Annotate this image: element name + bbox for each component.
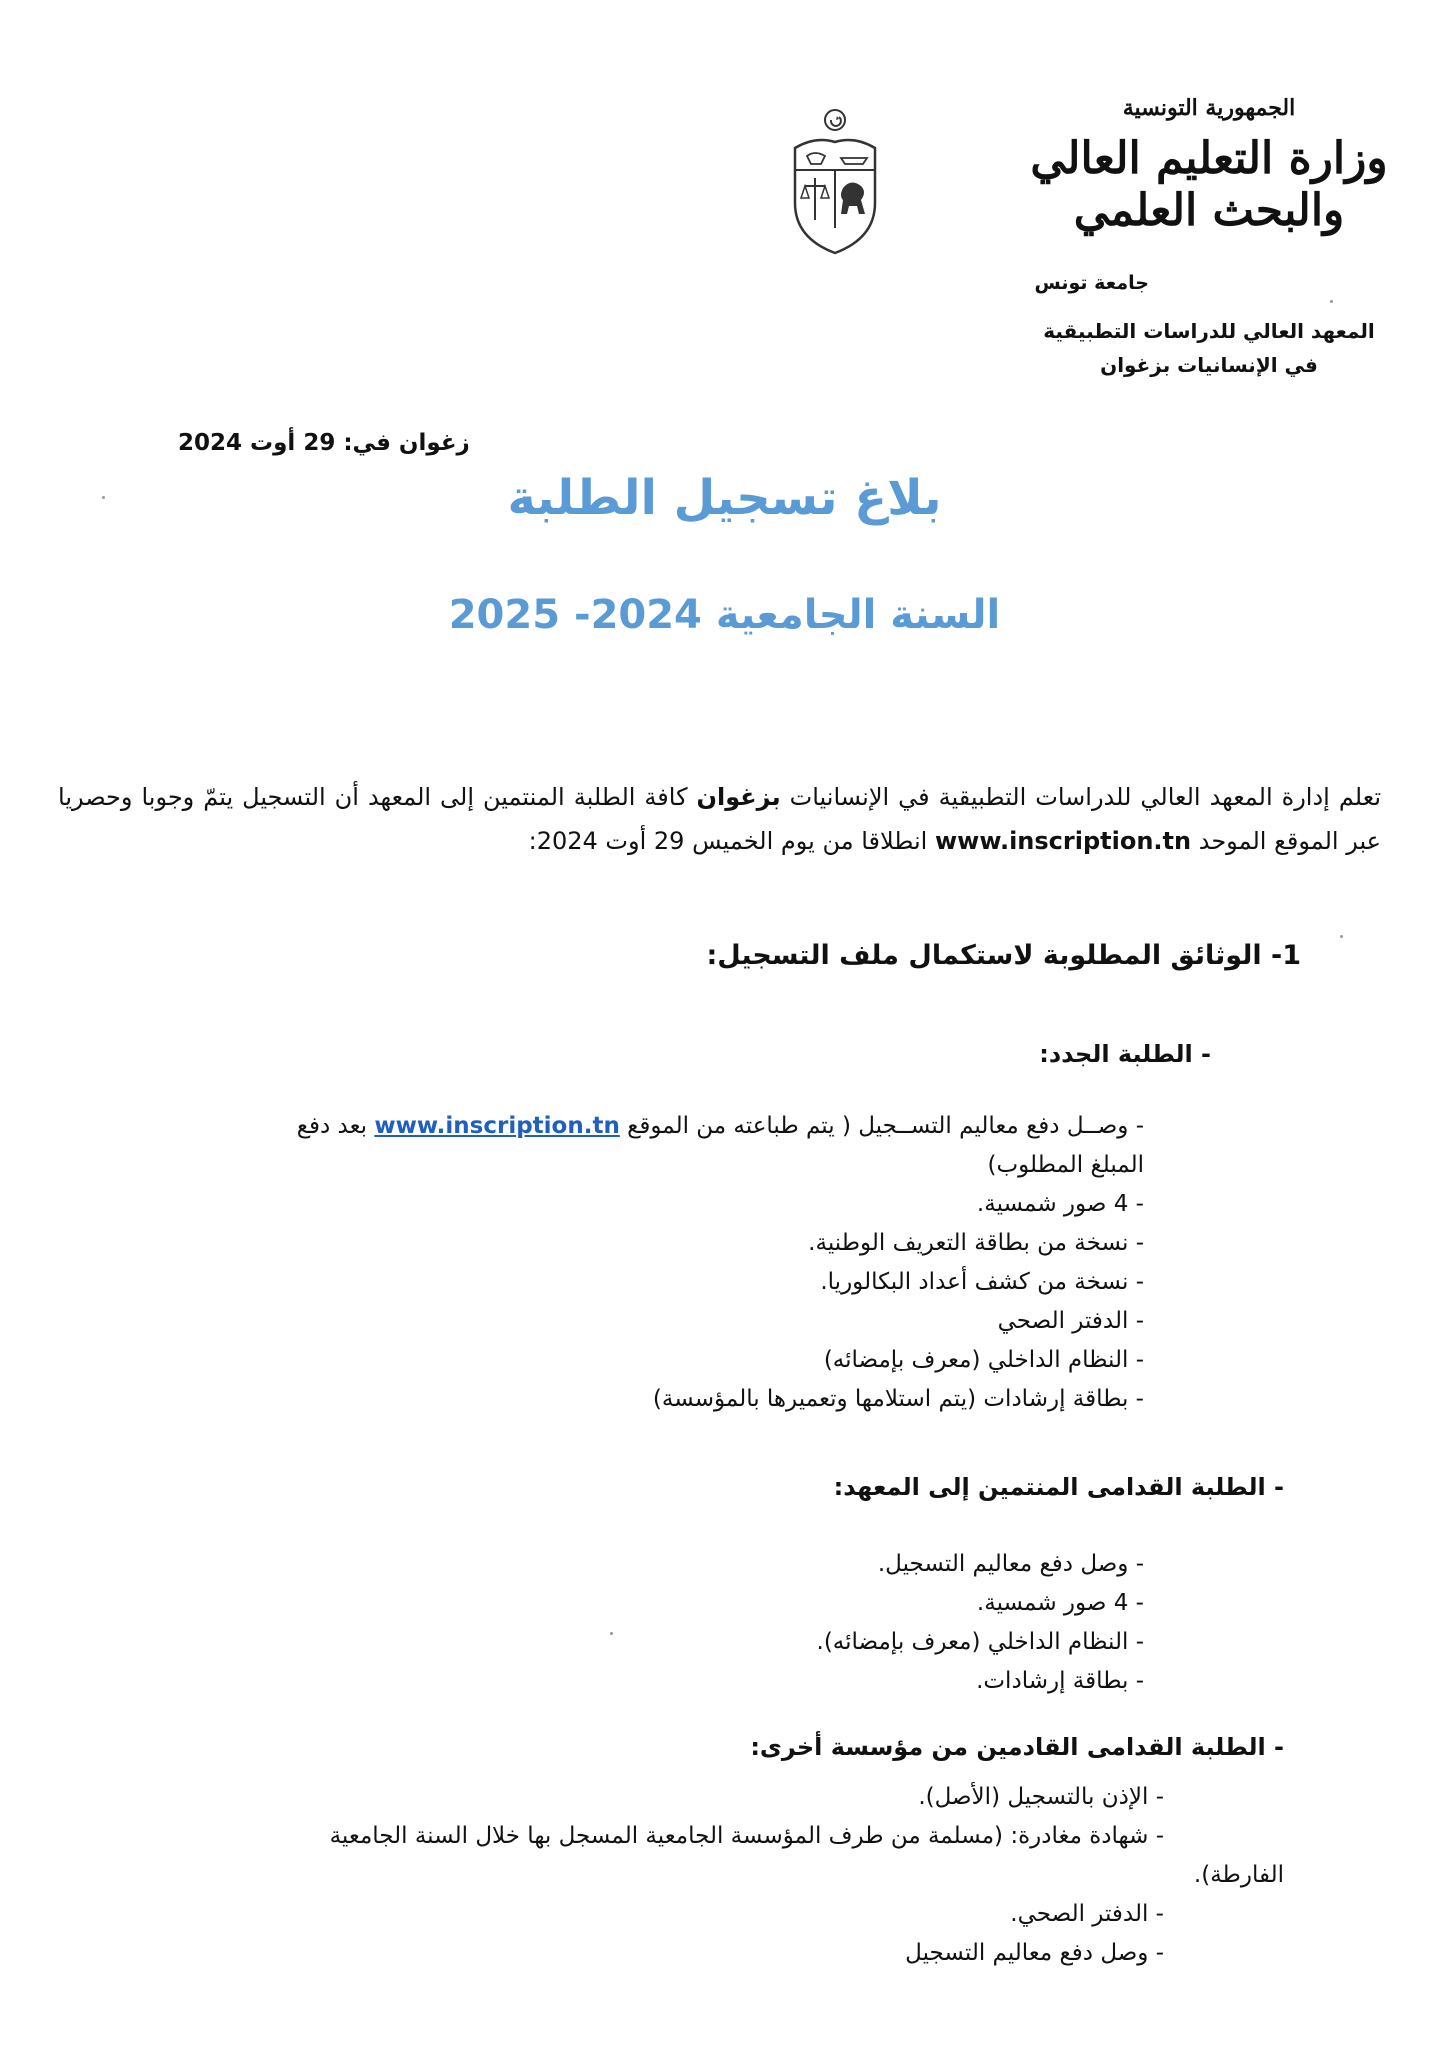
section-1-heading: 1- الوثائق المطلوبة لاستكمال ملف التسجيل:: [706, 940, 1301, 971]
tunisia-coat-of-arms-icon: [785, 108, 885, 258]
list-item: - 4 صور شمسية.: [976, 1191, 1144, 1217]
list-item: الفارطة).: [1193, 1862, 1284, 1888]
transfer-list-a: [330, 1778, 1164, 1856]
transfer-list-b: [905, 1895, 1164, 1973]
inscription-link[interactable]: www.inscription.tn: [374, 1113, 620, 1139]
date-line: زغوان في: 29 أوت 2024: [178, 430, 470, 456]
intro-paragraph: [58, 775, 1381, 863]
list-item: - الدفتر الصحي.: [1010, 1901, 1164, 1927]
list-item: - نسخة من بطاقة التعريف الوطنية.: [808, 1230, 1144, 1256]
list-item: المبلغ المطلوب): [987, 1152, 1144, 1178]
list-item: - 4 صور شمسية.: [976, 1590, 1144, 1616]
intro-site-bold: www.inscription.tn: [934, 827, 1192, 855]
list-item: - الدفتر الصحي: [997, 1308, 1144, 1334]
page-title: بلاغ تسجيل الطلبة: [507, 470, 942, 526]
list-item: - نسخة من كشف أعداد البكالوريا.: [820, 1269, 1144, 1295]
scan-speck: [1340, 935, 1343, 938]
institute-line1: المعهد العالي للدراسات التطبيقية: [1043, 319, 1375, 343]
intro-text-3: انطلاقا من يوم الخميس 29 أوت 2024:: [528, 827, 928, 855]
list-item: - بطاقة إرشادات (يتم استلامها وتعميرها بالمؤسسة): [652, 1386, 1144, 1412]
transfer-students-heading: - الطلبة القدامى القادمين من مؤسسة أخرى:: [750, 1733, 1284, 1761]
list-item-text: - وصــل دفع معاليم التســجيل ( يتم طباعته من الموقع: [627, 1113, 1144, 1139]
list-item: - بطاقة إرشادات.: [976, 1668, 1144, 1694]
list-item: - شهادة مغادرة: (مسلمة من طرف المؤسسة الجامعية المسجل بها خلال السنة الجامعية: [329, 1823, 1164, 1849]
new-students-heading: - الطلبة الجدد:: [1039, 1040, 1211, 1068]
university-name: جامعة تونس: [1034, 272, 1149, 294]
new-students-list: [150, 1107, 1144, 1419]
list-item: - الإذن بالتسجيل (الأصل).: [918, 1784, 1164, 1810]
scan-speck: [102, 496, 105, 499]
scan-speck: [1330, 300, 1333, 303]
list-item: - وصل دفع معاليم التسجيل: [905, 1940, 1164, 1966]
list-item: - النظام الداخلي (معرف بإمضائه): [823, 1347, 1144, 1373]
list-item-text: بعد دفع: [296, 1113, 368, 1139]
intro-town-bold: بزغوان: [696, 783, 781, 811]
ministry-name-line1: وزارة التعليم العالي: [1030, 133, 1388, 184]
ministry-header: [1009, 95, 1409, 237]
intro-text-2: كافة الطلبة المنتمين إلى المعهد أن التسجيل يتمّ وجوبا وحصريا عبر الموقع الموحد: [58, 783, 1381, 855]
institute-line2: في الإنسانيات بزغوان: [1100, 353, 1318, 377]
transfer-list-cont: [1194, 1856, 1284, 1895]
republic-label: الجمهورية التونسية: [1122, 95, 1296, 121]
list-item: [150, 1107, 1144, 1146]
list-item: - وصل دفع معاليم التسجيل.: [877, 1551, 1144, 1577]
intro-text-1: تعلم إدارة المعهد العالي للدراسات التطبيقية في الإنسانيات: [789, 783, 1381, 811]
old-students-heading: - الطلبة القدامى المنتمين إلى المعهد:: [833, 1473, 1284, 1501]
page-subtitle: السنة الجامعية 2024- 2025: [448, 592, 1001, 638]
old-students-list: [817, 1545, 1144, 1701]
scan-speck: [610, 1632, 613, 1635]
ministry-name-line2: والبحث العلمي: [1073, 185, 1345, 236]
institute-name: [1039, 314, 1379, 382]
list-item: - النظام الداخلي (معرف بإمضائه).: [816, 1629, 1144, 1655]
